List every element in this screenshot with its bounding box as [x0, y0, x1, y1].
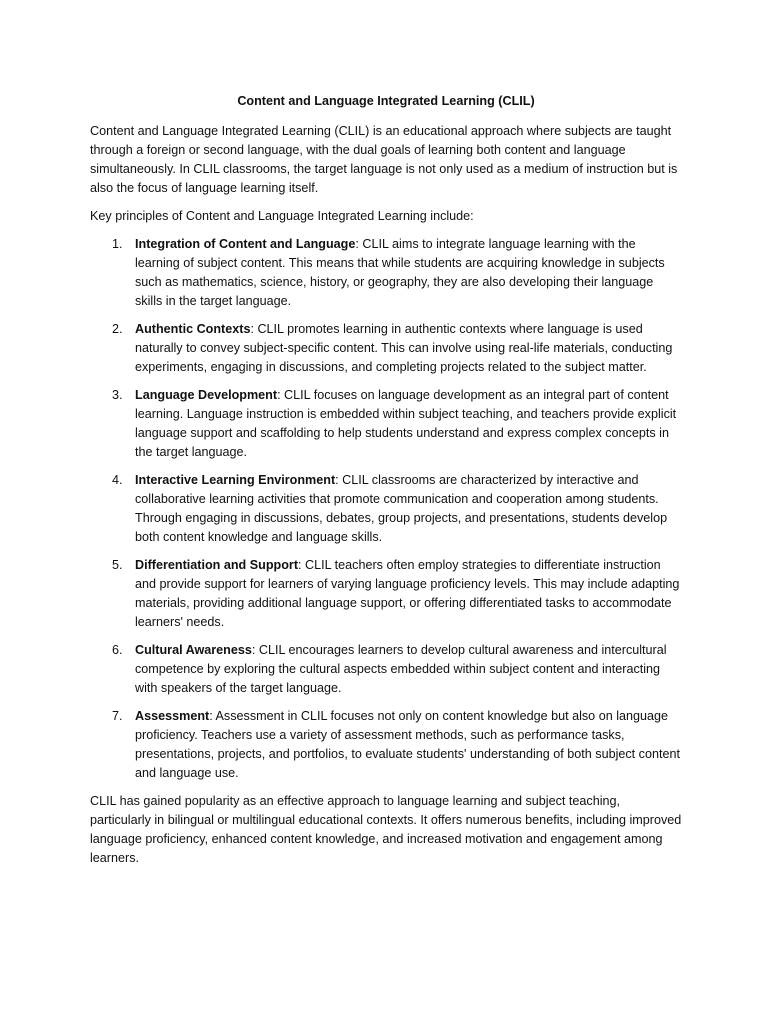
list-item-number: 1. [112, 237, 123, 251]
list-item-term: Assessment [135, 709, 210, 723]
conclusion-paragraph: CLIL has gained popularity as an effective approach to language learning and subject teaching, particularly in bilingual or multilingual educational contexts. It offers numerous benefits, including improved language proficiency, enhanced content knowledge, and increased motivation and engagement among learners. [90, 794, 682, 865]
list-item-number: 7. [112, 709, 123, 723]
list-item-text: : Assessment in CLIL focuses not only on content knowledge but also on language proficiency. Teachers use a variety of assessment methods, such as performance tasks, presentations, projects, and portfolios, to evaluate students' understanding of both subject content and language use. [135, 709, 680, 780]
list-item-term: Cultural Awareness [135, 643, 252, 657]
list-item-text: : CLIL encourages learners to develop cultural awareness and intercultural competence by exploring the cultural aspects embedded within subject content and interacting with speakers of the target language. [135, 643, 667, 695]
list-item-number: 3. [112, 388, 123, 402]
list-item [90, 556, 682, 632]
list-item-number: 2. [112, 322, 123, 336]
list-item-text: : CLIL classrooms are characterized by interactive and collaborative learning activities that promote communication and cooperation among students. Through engaging in discussions, debates, group projects, and presentations, students develop both content knowledge and language skills. [135, 473, 668, 544]
list-item [90, 707, 682, 783]
list-item-text: : CLIL teachers often employ strategies to differentiate instruction and provide support for learners of varying language proficiency levels. This may include adapting materials, providing additional language support, or offering differentiated tasks to accommodate learners' needs. [135, 558, 680, 629]
list-item-number: 5. [112, 558, 123, 572]
list-item [90, 235, 682, 311]
principles-list [90, 235, 682, 783]
list-item-text: : CLIL focuses on language development as an integral part of content learning. Language instruction is embedded within subject teaching, and teachers provide explicit language support and scaffolding to help students understand and express complex concepts in the target language. [135, 388, 677, 459]
list-item-number: 6. [112, 643, 123, 657]
list-item-term: Integration of Content and Language [135, 237, 356, 251]
list-item [90, 386, 682, 462]
list-item-text: : CLIL aims to integrate language learning with the learning of subject content. This means that while students are acquiring knowledge in subjects such as mathematics, science, history, or geography, they are also developing their language skills in the target language. [135, 237, 665, 308]
principles-heading: Key principles of Content and Language Integrated Learning include: [90, 209, 474, 223]
list-item [90, 320, 682, 377]
list-item-term: Authentic Contexts [135, 322, 251, 336]
list-item-term: Language Development [135, 388, 278, 402]
list-item-term: Differentiation and Support [135, 558, 299, 572]
list-item-text: : CLIL promotes learning in authentic contexts where language is used naturally to convey subject-specific content. This can involve using real-life materials, conducting experiments, engaging in discussions, and completing projects related to the subject matter. [135, 322, 673, 374]
list-item-number: 4. [112, 473, 123, 487]
list-item [90, 641, 682, 698]
list-item-term: Interactive Learning Environment [135, 473, 336, 487]
intro-paragraph: Content and Language Integrated Learning (CLIL) is an educational approach where subjects are taught through a foreign or second language, with the dual goals of learning both content and language simultaneously. In CLIL classrooms, the target language is not only used as a medium of instruction but is also the focus of language learning itself. [90, 124, 678, 195]
list-item [90, 471, 682, 547]
document-title: Content and Language Integrated Learning (CLIL) [237, 94, 535, 108]
